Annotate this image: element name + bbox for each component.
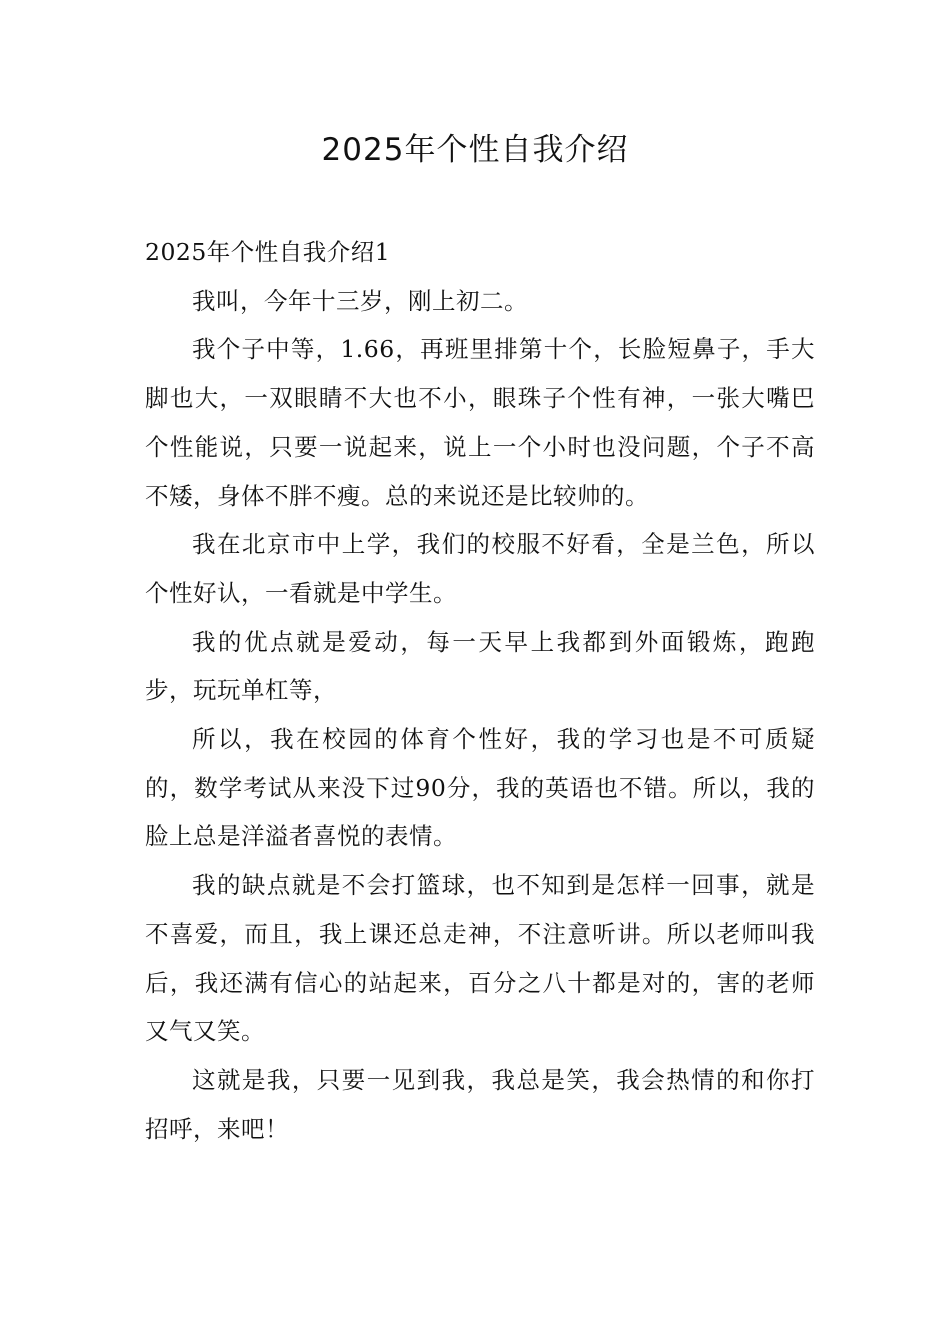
- paragraph: 这就是我，只要一见到我，我总是笑，我会热情的和你打招呼，来吧！: [145, 1065, 815, 1143]
- paragraph: 我的优点就是爱动，每一天早上我都到外面锻炼，跑跑步，玩玩单杠等，: [145, 627, 815, 705]
- document-title: 2025年个性自我介绍: [321, 132, 629, 168]
- paragraph: 我的缺点就是不会打篮球，也不知到是怎样一回事，就是不喜爱，而且，我上课还总走神，不注意听讲。所以老师叫我后，我还满有信心的站起来，百分之八十都是对的，害的老师又气又笑。: [145, 871, 815, 1046]
- paragraph: 我叫，今年十三岁，刚上初二。: [192, 286, 528, 315]
- section-heading: 2025年个性自我介绍1: [145, 238, 391, 266]
- document-body: [145, 228, 815, 1153]
- paragraph: 我个子中等，1.66，再班里排第十个，长脸短鼻子，手大脚也大，一双眼睛不大也不小，眼珠子个性有神，一张大嘴巴个性能说，只要一说起来，说上一个小时也没问题，个子不高不矮，身体不胖不瘦。总的来说还是比较帅的。: [145, 335, 815, 510]
- paragraph: 所以，我在校园的体育个性好，我的学习也是不可质疑的，数学考试从来没下过90分，我的英语也不错。所以，我的脸上总是洋溢者喜悦的表情。: [145, 725, 815, 851]
- paragraph: 我在北京市中上学，我们的校服不好看，全是兰色，所以个性好认，一看就是中学生。: [145, 530, 815, 607]
